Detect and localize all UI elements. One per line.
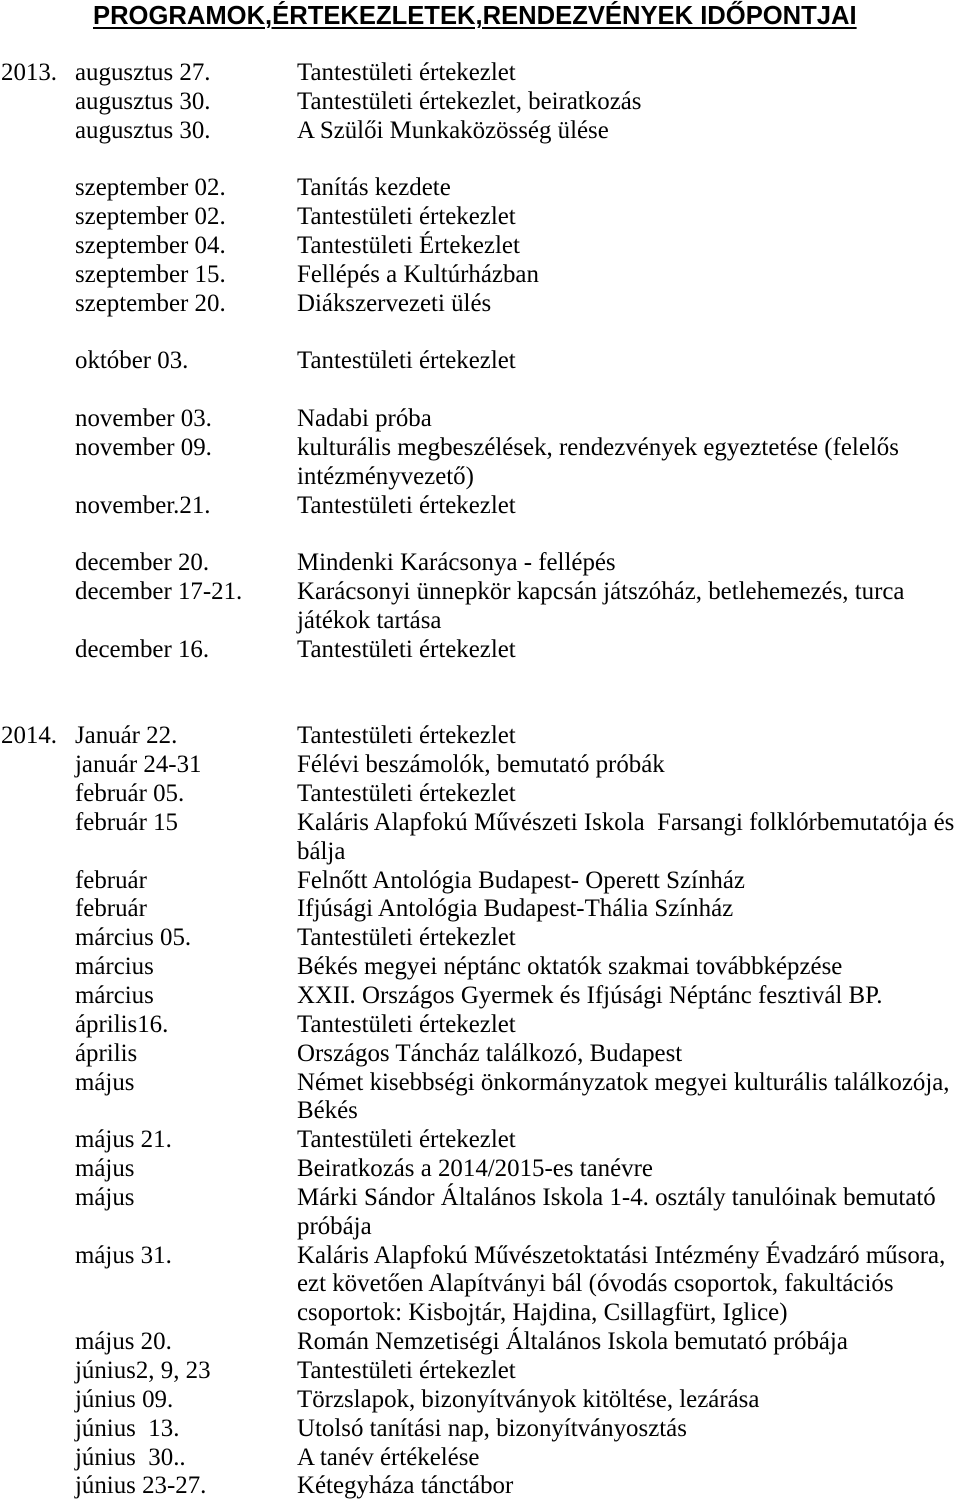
schedule-list: [0, 59, 960, 1501]
blank-line: [0, 376, 960, 405]
event-description: Román Nemzetiségi Általános Iskola bemutató próbája: [297, 1328, 848, 1356]
event-description: Tantestületi értekezlet, beiratkozás: [297, 87, 642, 115]
event-date: június 13.: [75, 1414, 180, 1442]
event-date: szeptember 02.: [75, 174, 226, 202]
event-date: május 20.: [75, 1328, 172, 1356]
event-date: november.21.: [75, 491, 211, 519]
event-date: május: [75, 1183, 135, 1211]
event-description: Törzslapok, bizonyítványok kitöltése, lezárása: [297, 1385, 760, 1413]
schedule-row: [0, 203, 960, 232]
event-date: június 30..: [75, 1443, 186, 1471]
event-description: Tantestületi értekezlet: [297, 635, 516, 663]
schedule-row: [0, 434, 960, 463]
event-description: Ifjúsági Antológia Budapest-Thália Színház: [297, 895, 734, 923]
event-description: Diákszervezeti ülés: [297, 289, 492, 317]
event-description: csoportok: Kisbojtár, Hajdina, Csillagfürt, Iglice): [297, 1299, 788, 1327]
schedule-row: [0, 492, 960, 521]
schedule-row: [0, 1155, 960, 1184]
schedule-row: [0, 463, 960, 492]
schedule-row: [0, 838, 960, 867]
schedule-row: [0, 953, 960, 982]
schedule-row: [0, 174, 960, 203]
event-date: május 31.: [75, 1241, 172, 1269]
event-date: április16.: [75, 1010, 169, 1038]
event-date: március 05.: [75, 924, 192, 952]
event-description: Német kisebbségi önkormányzatok megyei kulturális találkozója,: [297, 1068, 950, 1096]
schedule-row: [0, 232, 960, 261]
schedule-row: [0, 578, 960, 607]
event-date: május: [75, 1155, 135, 1183]
event-date: szeptember 02.: [75, 203, 226, 231]
event-description: Tantestületi értekezlet: [297, 1126, 516, 1154]
schedule-row: [0, 347, 960, 376]
schedule-row: [0, 1242, 960, 1271]
event-description: Mindenki Karácsonya - fellépés: [297, 549, 616, 577]
schedule-row: [0, 722, 960, 751]
blank-line: [0, 665, 960, 694]
schedule-row: [0, 1415, 960, 1444]
event-date: november 03.: [75, 405, 212, 433]
event-description: A tanév értékelése: [297, 1443, 480, 1471]
schedule-row: [0, 1097, 960, 1126]
event-description: ezt követően Alapítványi bál (óvodás csoportok, fakultációs: [297, 1270, 894, 1298]
schedule-row: [0, 751, 960, 780]
event-date: november 09.: [75, 433, 212, 461]
event-description: Tantestületi Értekezlet: [297, 232, 520, 260]
schedule-row: [0, 982, 960, 1011]
event-date: június2, 9, 23: [75, 1356, 211, 1384]
event-description: Felnőtt Antológia Budapest- Operett Színház: [297, 866, 745, 894]
schedule-row: [0, 1126, 960, 1155]
event-description: Kaláris Alapfokú Művészetoktatási Intézmény Évadzáró műsora,: [297, 1241, 946, 1269]
schedule-row: [0, 809, 960, 838]
event-description: Félévi beszámolók, bemutató próbák: [297, 751, 665, 779]
event-description: Tantestületi értekezlet: [297, 924, 516, 952]
schedule-row: [0, 117, 960, 146]
event-date: június 09.: [75, 1385, 174, 1413]
event-date: február: [75, 895, 147, 923]
schedule-row: [0, 895, 960, 924]
event-description: Tantestületi értekezlet: [297, 1010, 516, 1038]
event-description: Karácsonyi ünnepkör kapcsán játszóház, betlehemezés, turca: [297, 578, 905, 606]
event-description: próbája: [297, 1212, 372, 1240]
schedule-row: [0, 1328, 960, 1357]
schedule-row: [0, 1357, 960, 1386]
schedule-row: [0, 88, 960, 117]
event-date: május: [75, 1068, 135, 1096]
event-description: kulturális megbeszélések, rendezvények egyeztetése (felelős: [297, 433, 899, 461]
event-description: játékok tartása: [297, 607, 442, 635]
blank-line: [0, 521, 960, 550]
schedule-row: [0, 1069, 960, 1098]
schedule-row: [0, 1299, 960, 1328]
event-description: Tantestületi értekezlet: [297, 1356, 516, 1384]
event-date: június 23-27.: [75, 1472, 207, 1500]
event-description: Nadabi próba: [297, 405, 432, 433]
event-date: május 21.: [75, 1126, 172, 1154]
event-description: Békés megyei néptánc oktatók szakmai továbbképzése: [297, 953, 843, 981]
event-date: szeptember 15.: [75, 260, 226, 288]
event-date: december 16.: [75, 635, 210, 663]
event-date: december 20.: [75, 549, 210, 577]
event-description: Utolsó tanítási nap, bizonyítványosztás: [297, 1414, 687, 1442]
schedule-row: [0, 1184, 960, 1213]
event-description: Országos Táncház találkozó, Budapest: [297, 1039, 683, 1067]
schedule-row: [0, 636, 960, 665]
event-date: január 24-31: [75, 751, 202, 779]
event-description: Kaláris Alapfokú Művészeti Iskola Farsangi folklórbemutatója és: [297, 808, 955, 836]
event-date: március: [75, 953, 154, 981]
schedule-row: [0, 1270, 960, 1299]
schedule-row: [0, 1213, 960, 1242]
schedule-row: [0, 607, 960, 636]
event-date: szeptember 20.: [75, 289, 226, 317]
event-date: augusztus 30.: [75, 116, 211, 144]
schedule-row: [0, 1011, 960, 1040]
schedule-row: [0, 780, 960, 809]
event-description: Tanítás kezdete: [297, 174, 451, 202]
event-date: március: [75, 982, 154, 1009]
schedule-row: [0, 1472, 960, 1501]
event-description: Fellépés a Kultúrházban: [297, 260, 539, 288]
event-description: Kétegyháza tánctábor: [297, 1472, 514, 1500]
event-date: április: [75, 1039, 138, 1067]
event-description: intézményvezető): [297, 462, 474, 490]
schedule-row: [0, 290, 960, 319]
event-date: február 05.: [75, 780, 185, 808]
schedule-row: [0, 261, 960, 290]
event-description: XXII. Országos Gyermek és Ifjúsági Néptánc fesztivál BP.: [297, 982, 883, 1009]
event-description: A Szülői Munkaközösség ülése: [297, 116, 609, 144]
event-date: december 17-21.: [75, 578, 243, 606]
event-description: bálja: [297, 837, 346, 865]
schedule-row: [0, 924, 960, 953]
blank-line: [0, 319, 960, 348]
event-description: Beiratkozás a 2014/2015-es tanévre: [297, 1155, 653, 1183]
schedule-row: [0, 867, 960, 896]
event-description: Márki Sándor Általános Iskola 1-4. osztály tanulóinak bemutató: [297, 1183, 936, 1211]
blank-line: [0, 694, 960, 723]
schedule-row: [0, 59, 960, 88]
page-title: PROGRAMOK,ÉRTEKEZLETEK,RENDEZVÉNYEK IDŐPONTJAI: [93, 2, 857, 30]
event-description: Tantestületi értekezlet: [297, 347, 516, 375]
year-label: 2013.: [1, 59, 58, 86]
event-description: Tantestületi értekezlet: [297, 780, 516, 808]
event-description: Tantestületi értekezlet: [297, 203, 516, 231]
event-date: február 15: [75, 808, 178, 836]
event-date: augusztus 30.: [75, 87, 211, 115]
event-description: Tantestületi értekezlet: [297, 491, 516, 519]
event-description: Tantestületi értekezlet: [297, 722, 516, 750]
schedule-row: [0, 1444, 960, 1473]
event-date: szeptember 04.: [75, 232, 226, 260]
blank-line: [0, 146, 960, 175]
event-description: Békés: [297, 1097, 358, 1125]
schedule-row: [0, 549, 960, 578]
year-label: 2014.: [1, 722, 58, 750]
schedule-row: [0, 405, 960, 434]
schedule-row: [0, 1386, 960, 1415]
event-date: október 03.: [75, 347, 189, 375]
event-date: február: [75, 866, 147, 894]
event-date: augusztus 27.: [75, 59, 211, 86]
schedule-row: [0, 1040, 960, 1069]
event-date: Január 22.: [75, 722, 178, 750]
event-description: Tantestületi értekezlet: [297, 59, 516, 86]
